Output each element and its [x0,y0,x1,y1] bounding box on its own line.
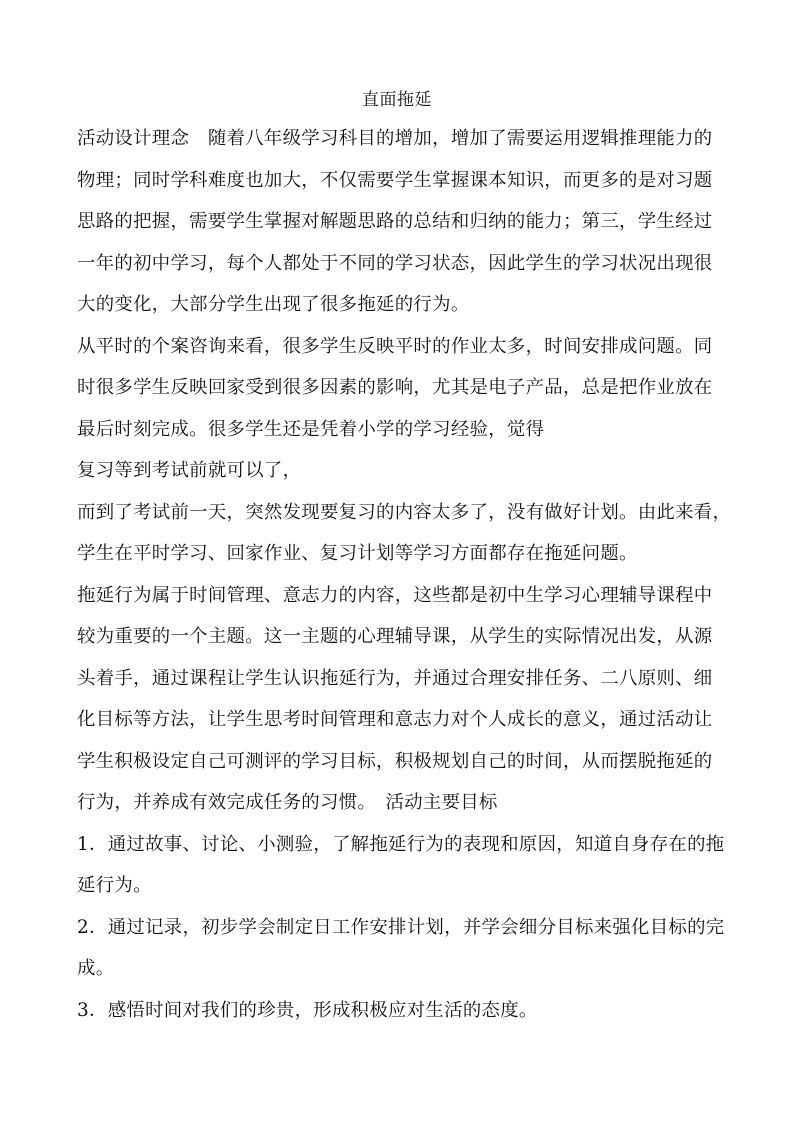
paragraph-line: 化目标等方法，让学生思考时间管理和意志力对个人成长的意义，通过活动让 [77,709,713,730]
paragraph-line: 思路的把握，需要学生掌握对解题思路的总结和归纳的能力；第三，学生经过 [77,211,713,232]
paragraph-line: 活动设计理念 随着八年级学习科目的增加，增加了需要运用逻辑推理能力的 [77,128,713,149]
paragraph-line: 时很多学生反映回家受到很多因素的影响，尤其是电子产品，总是把作业放在 [77,377,713,398]
paragraph-line: 最后时刻完成。很多学生还是凭着小学的学习经验，觉得 [77,419,545,440]
paragraph-line: 头着手，通过课程让学生认识拖延行为，并通过合理安排任务、二八原则、细 [77,668,713,689]
paragraph-line: 复习等到考试前就可以了， [77,460,302,481]
list-item-line: 成。 [77,958,115,979]
paragraph-line: 较为重要的一个主题。这一主题的心理辅导课，从学生的实际情况出发，从源 [77,626,713,647]
paragraph-line: 学生积极设定自己可测评的学习目标，积极规划自己的时间，从而摆脱拖延的 [77,751,713,772]
paragraph-line: 物理；同时学科难度也加大，不仅需要学生掌握课本知识，而更多的是对习题 [77,170,713,191]
list-item-line: 1．通过故事、讨论、小测验，了解拖延行为的表现和原因，知道自身存在的拖 [77,834,725,855]
paragraph-line: 学生在平时学习、回家作业、复习计划等学习方面都存在拖延问题。 [77,543,638,564]
list-item-line: 2．通过记录，初步学会制定日工作安排计划，并学会细分目标来强化目标的完 [77,917,725,938]
document-title: 直面拖延 [362,90,432,110]
paragraph-line: 而到了考试前一天，突然发现要复习的内容太多了，没有做好计划。由此来看， [77,502,732,523]
paragraph-line: 大的变化，大部分学生出现了很多拖延的行为。 [77,294,470,315]
paragraph-line: 拖延行为属于时间管理、意志力的内容，这些都是初中生学习心理辅导课程中 [77,585,713,606]
list-item-line: 3．感悟时间对我们的珍贵，形成积极应对生活的态度。 [77,1000,538,1021]
list-item-line: 延行为。 [77,875,152,896]
paragraph-line: 行为，并养成有效完成任务的习惯。 活动主要目标 [77,792,498,813]
paragraph-line: 一年的初中学习，每个人都处于不同的学习状态，因此学生的学习状况出现很 [77,253,713,274]
paragraph-line: 从平时的个案咨询来看，很多学生反映平时的作业太多，时间安排成问题。同 [77,336,713,357]
